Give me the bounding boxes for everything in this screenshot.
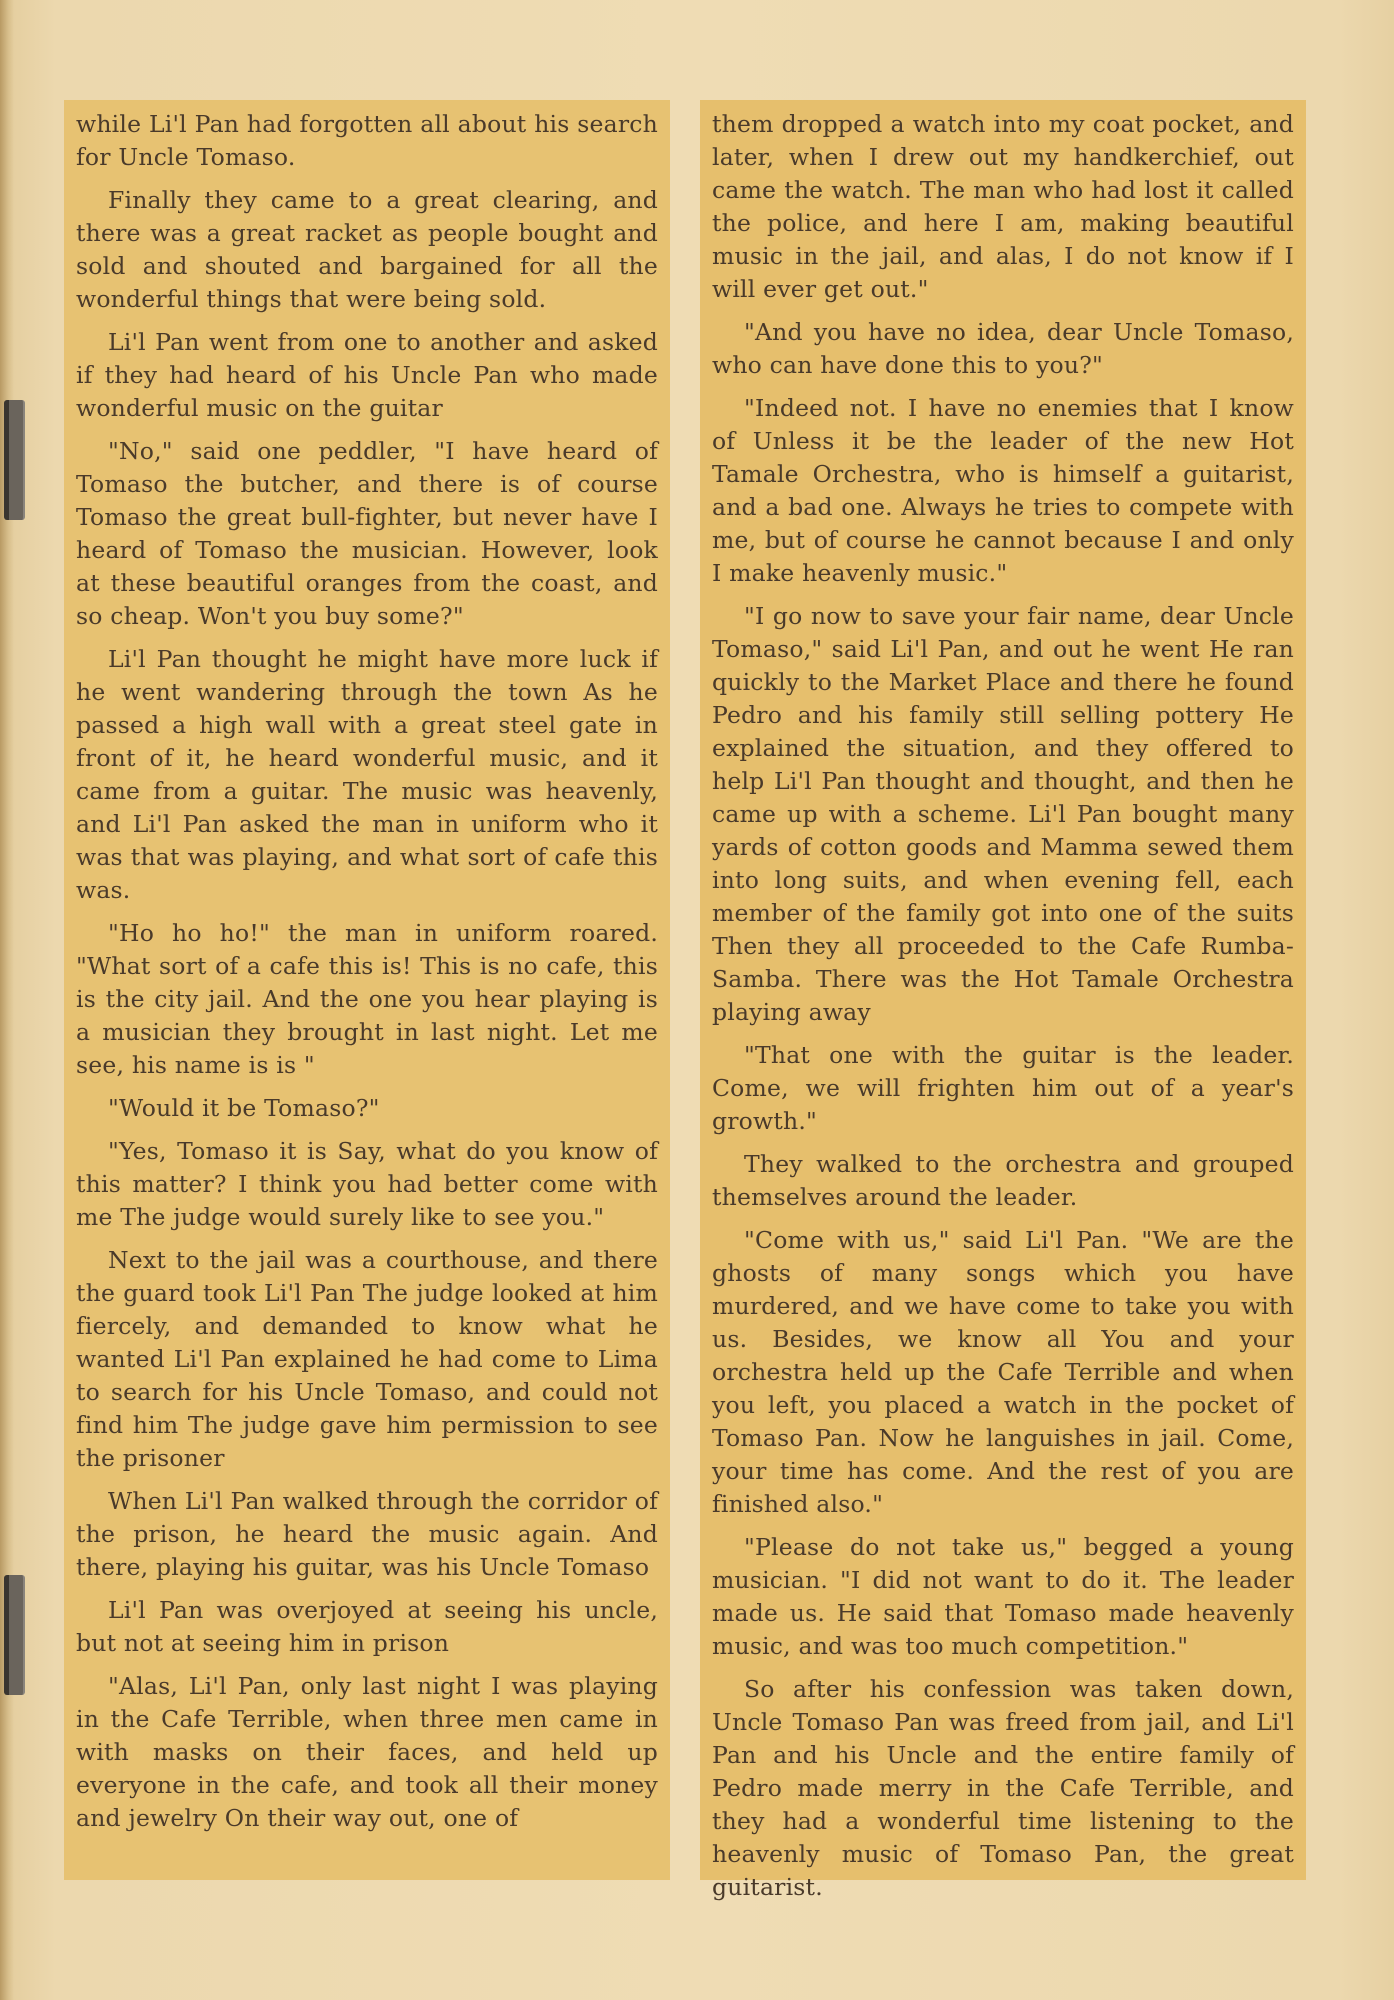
- staple-bottom: [4, 1575, 25, 1695]
- paragraph: "Indeed not. I have no enemies that I know of Unless it be the leader of the new Hot Tamale Orchestra, who is himself a guitarist, and a bad one. Always he tries to compete with me, but of course he cannot because I and only I make heavenly music.": [712, 394, 1294, 587]
- paragraph: "No," said one peddler, "I have heard of Tomaso the butcher, and there is of course Tomaso the great bull-fighter, but never have I heard of Tomaso the musician. However, look at these beautiful oranges from the coast, and so cheap. Won't you buy some?": [76, 437, 658, 630]
- left-column: [64, 100, 670, 1880]
- paragraph: "Ho ho ho!" the man in uniform roared. "What sort of a cafe this is! This is no cafe, this is the city jail. And the one you hear playing is a musician they brought in last night. Let me see, his name is is ": [76, 919, 658, 1079]
- paragraph: Li'l Pan thought he might have more luck if he went wandering through the town As he passed a high wall with a great steel gate in front of it, he heard wonderful music, and it came from a guitar. The music was heavenly, and Li'l Pan asked the man in uniform who it was that was playing, and what sort of cafe this was.: [76, 645, 658, 904]
- paragraph: "And you have no idea, dear Uncle Tomaso, who can have done this to you?": [712, 318, 1294, 379]
- paragraph: They walked to the orchestra and grouped themselves around the leader.: [712, 1150, 1294, 1211]
- paragraph: "Yes, Tomaso it is Say, what do you know of this matter? I think you had better come with me The judge would surely like to see you.": [76, 1137, 658, 1231]
- paragraph: Finally they came to a great clearing, and there was a great racket as people bought and sold and shouted and bargained for all the wonderful things that were being sold.: [76, 186, 658, 313]
- paragraph: "Please do not take us," begged a young musician. "I did not want to do it. The leader made us. He said that Tomaso made heavenly music, and was too much competition.": [712, 1533, 1294, 1660]
- paragraph: Li'l Pan was overjoyed at seeing his uncle, but not at seeing him in prison: [76, 1596, 658, 1657]
- paragraph: "I go now to save your fair name, dear Uncle Tomaso," said Li'l Pan, and out he went He ran quickly to the Market Place and there he found Pedro and his family still selling pottery He explained the situation, and they offered to help Li'l Pan thought and thought, and then he came up with a scheme. Li'l Pan bought many yards of cotton goods and Mamma sewed them into long suits, and when evening fell, each member of the family got into one of the suits Then they all proceeded to the Cafe Rumba-Samba. There was the Hot Tamale Orchestra playing away: [712, 602, 1294, 1026]
- right-column: [700, 100, 1306, 1901]
- paragraph: "That one with the guitar is the leader. Come, we will frighten him out of a year's growth.": [712, 1041, 1294, 1135]
- paragraph: them dropped a watch into my coat pocket, and later, when I drew out my handkerchief, out came the watch. The man who had lost it called the police, and here I am, making beautiful music in the jail, and alas, I do not know if I will ever get out.": [712, 110, 1294, 303]
- page-binding: [0, 0, 14, 2000]
- paragraph: "Would it be Tomaso?": [108, 1094, 380, 1122]
- paragraph: "Come with us," said Li'l Pan. "We are the ghosts of many songs which you have murdered, and we have come to take you with us. Besides, we know all You and your orchestra held up the Cafe Terrible and when you left, you placed a watch in the pocket of Tomaso Pan. Now he languishes in jail. Come, your time has come. And the rest of you are finished also.": [712, 1226, 1294, 1518]
- paragraph: So after his confession was taken down, Uncle Tomaso Pan was freed from jail, and Li'l Pan and his Uncle and the entire family of Pedro made merry in the Cafe Terrible, and they had a wonderful time listening to the heavenly music of Tomaso Pan, the great guitarist.: [712, 1675, 1294, 1901]
- staple-top: [4, 400, 25, 520]
- paragraph: "Alas, Li'l Pan, only last night I was playing in the Cafe Terrible, when three men came in with masks on their faces, and held up everyone in the cafe, and took all their money and jewelry On their way out, one of: [76, 1672, 658, 1832]
- paragraph: Li'l Pan went from one to another and asked if they had heard of his Uncle Pan who made wonderful music on the guitar: [76, 328, 658, 422]
- paragraph: When Li'l Pan walked through the corridor of the prison, he heard the music again. And there, playing his guitar, was his Uncle Tomaso: [76, 1487, 658, 1581]
- paragraph: Next to the jail was a courthouse, and there the guard took Li'l Pan The judge looked at him fiercely, and demanded to know what he wanted Li'l Pan explained he had come to Lima to search for his Uncle Tomaso, and could not find him The judge gave him permission to see the prisoner: [76, 1246, 658, 1472]
- paragraph: while Li'l Pan had forgotten all about his search for Uncle Tomaso.: [76, 110, 658, 171]
